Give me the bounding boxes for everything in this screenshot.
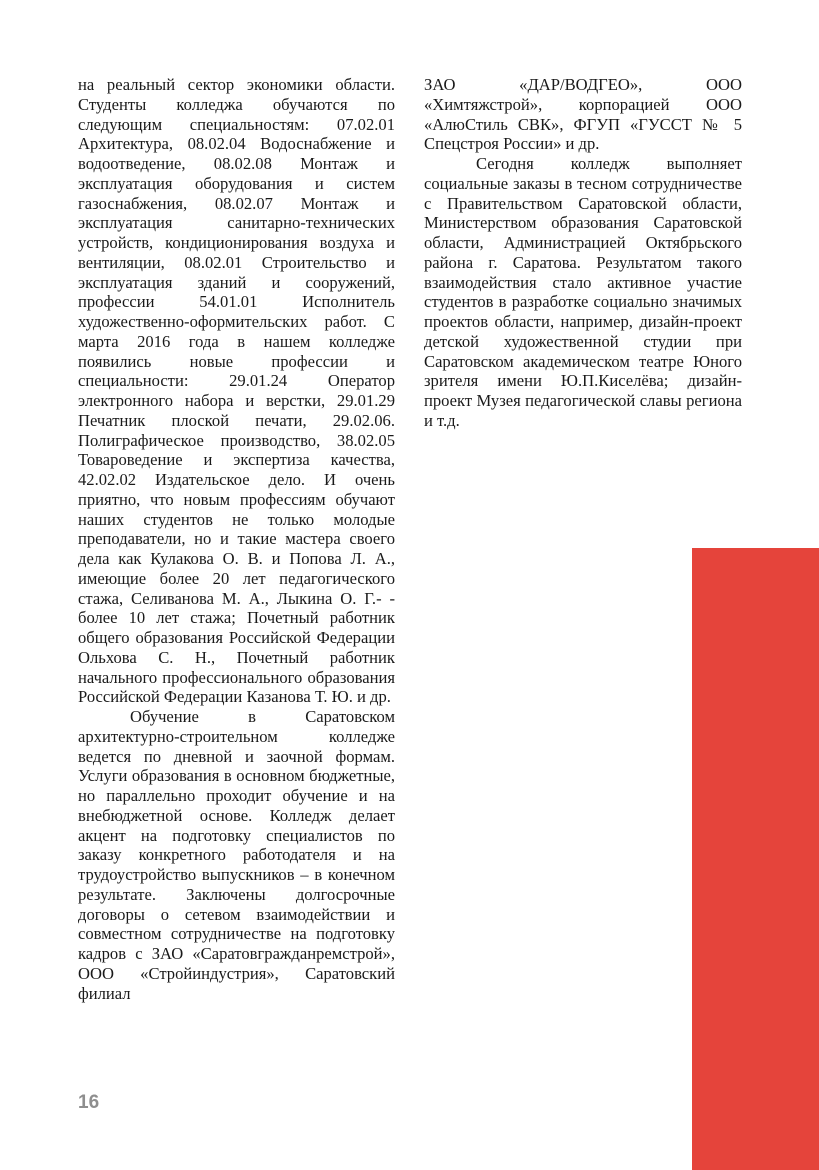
left-paragraph-2: Обучение в Саратовском архитектурно-строительном колледже ведется по дневной и заочной формам. Услуги образования в основном бюджетные, но параллельно проходит обучение и на внебюджетной основе. Колледж делает акцент на подготовку специалистов по заказу конкретного работодателя и на трудоустройство выпускников – в конечном результате. Заключены долгосрочные договоры о сетевом взаимодействии и совместном сотрудничестве на подготовку кадров с ЗАО «Саратовгражданремстрой», ООО «Стройиндустрия», Саратовский филиал	[78, 707, 395, 1003]
left-paragraph-1: на реальный сектор экономики области. Студенты колледжа обучаются по следующим специальностям: 07.02.01 Архитектура, 08.02.04 Водоснабжение и водоотведение, 08.02.08 Монтаж и эксплуатация оборудования и систем газоснабжения, 08.02.07 Монтаж и эксплуатация санитарно-технических устройств, кондиционирования воздуха и вентиляции, 08.02.01 Строительство и эксплуатация зданий и сооружений, профессии 54.01.01 Исполнитель художественно-оформительских работ. С марта 2016 года в нашем колледже появились новые профессии и специальности: 29.01.24 Оператор электронного набора и верстки, 29.01.29 Печатник плоской печати, 29.02.06. Полиграфическое производство, 38.02.05 Товароведение и экспертиза качества, 42.02.02 Издательское дело. И очень приятно, что новым профессиям обучают наших студентов не только молодые преподаватели, но и такие мастера своего дела как Кулакова О. В. и Попова Л. А., имеющие более 20 лет педагогического стажа, Селиванова М. А., Лыкина О. Г.- - более 10 лет стажа; Почетный работник общего образования Российской Федерации Ольхова С. Н., Почетный работник начального профессионального образования Российской Федерации Казанова Т. Ю. и др.	[78, 75, 395, 707]
decorative-red-block	[692, 548, 819, 1170]
right-column	[424, 75, 742, 431]
page-number: 16	[78, 1092, 100, 1113]
left-column	[78, 75, 395, 1003]
right-paragraph-1: ЗАО «ДАР/ВОДГЕО», ООО «Химтяжстрой», корпорацией ООО «АлюСтиль СВК», ФГУП «ГУССТ № 5 Спецстроя России» и др.	[424, 75, 742, 154]
right-paragraph-2: Сегодня колледж выполняет социальные заказы в тесном сотрудничестве с Правительством Саратовской области, Министерством образования Саратовской области, Администрацией Октябрьского района г. Саратова. Результатом такого взаимодействия стало активное участие студентов в разработке социально значимых проектов области, например, дизайн-проект детской художественной студии при Саратовском академическом театре Юного зрителя имени Ю.П.Киселёва; дизайн-проект Музея педагогической славы региона и т.д.	[424, 154, 742, 430]
